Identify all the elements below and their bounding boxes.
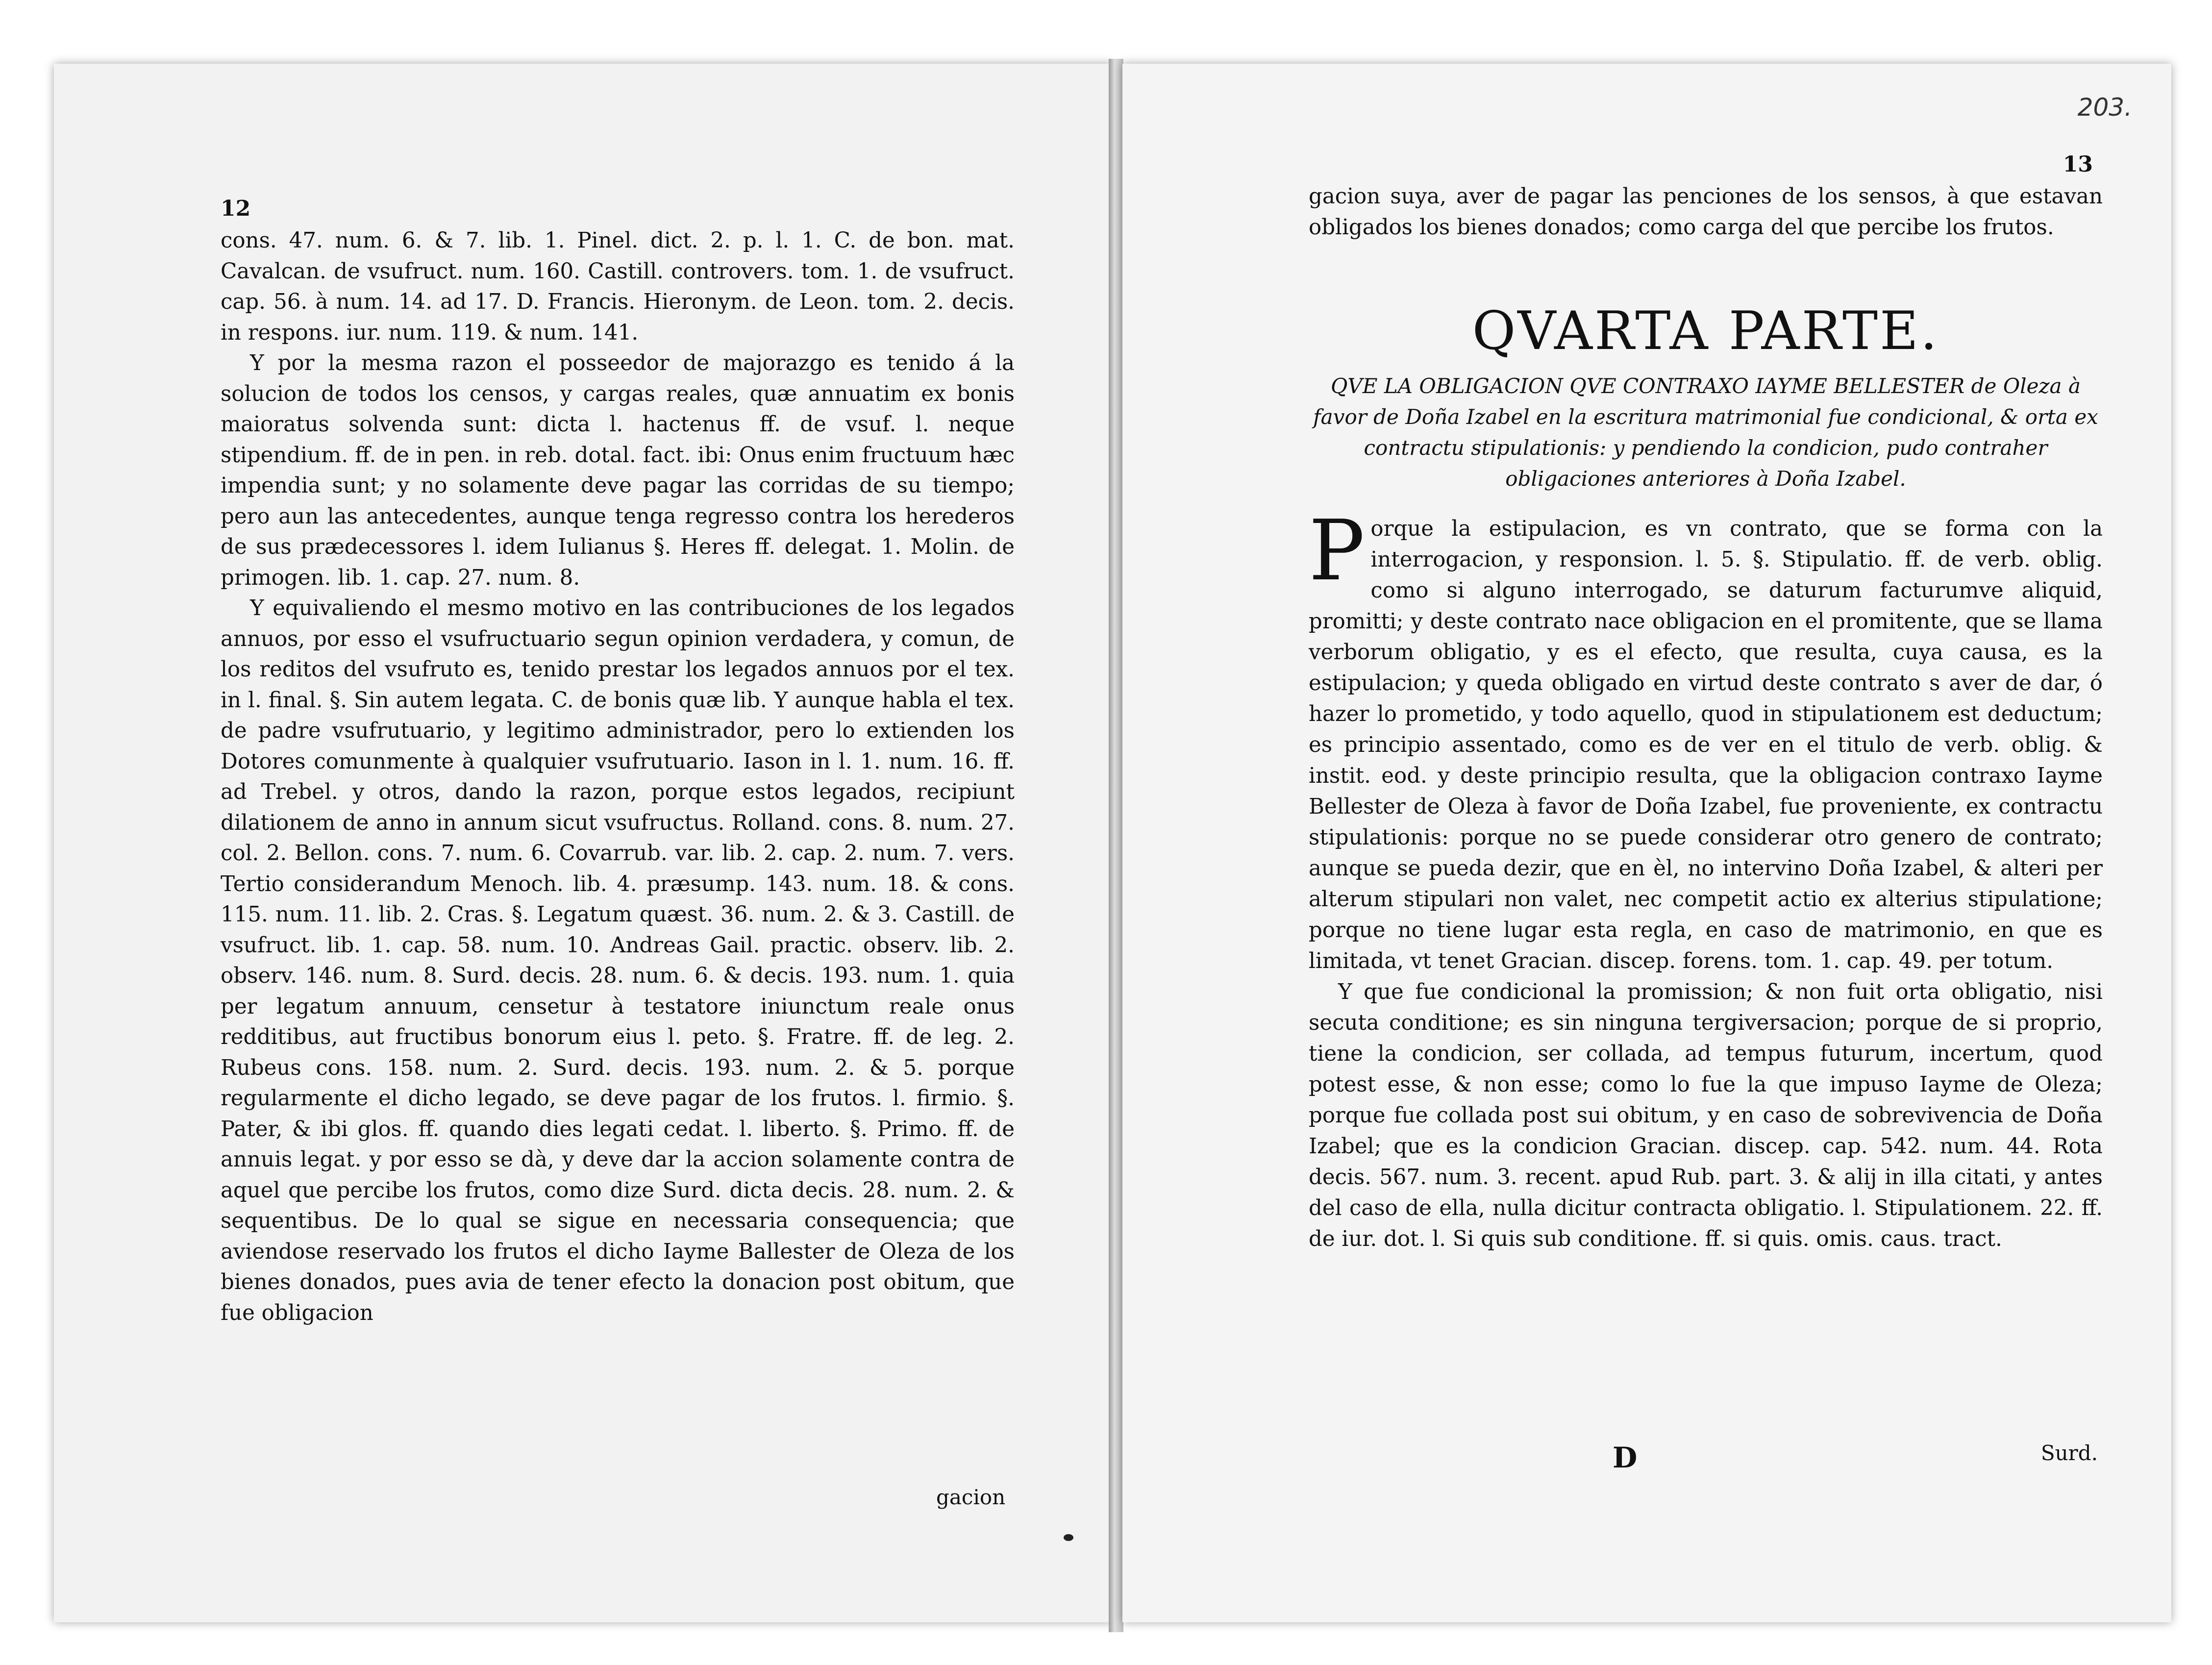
section-heading: QVARTA PARTE. <box>1472 300 1939 362</box>
catchword-right: Surd. <box>2040 1441 2098 1465</box>
right-body <box>1309 502 2103 1255</box>
ink-dot <box>1064 1534 1073 1541</box>
right-text-column <box>1309 181 2103 1255</box>
right-opening-text: gacion suya, aver de pagar las penciones de los sensos, à que estavan obligados los bienes donados; como carga del que percibe los frutos. <box>1309 184 2103 240</box>
book-gutter <box>1109 59 1123 1632</box>
right-page <box>1122 64 2171 1622</box>
left-paragraph-2: Y por la mesma razon el posseedor de majorazgo es tenido á la solucion de todos los censos, y cargas reales, quæ annuatim ex bonis maioratus solvenda sunt: dicta l. hactenus ff. de vsuf. l. neque stipendium. ff. de in pen. in reb. dotal. fact. ibi: Onus enim fructuum hæc impendia sunt; y no solamente deve pagar las corridas de su tiempo; pero aun las antecedentes, aunque tenga regresso contra los herederos de sus prædecessores l. idem Iulianus §. Heres ff. delegat. 1. Molin. de primogen. lib. 1. cap. 27. num. 8. <box>221 351 1015 590</box>
section-subheading: QVE LA OBLIGACION QVE CONTRAXO IAYME BELLESTER de Oleza à favor de Doña Izabel en la escritura matrimonial fue condicional, & orta ex contractu stipulationis: y pendiendo la condicion, pudo contraher obligaciones anteriores à Doña Izabel. <box>1313 374 2098 491</box>
page-number-right: 13 <box>2063 152 2093 177</box>
signature-mark: D <box>1613 1441 1638 1474</box>
right-paragraph-1: Porque la estipulacion, es vn contrato, que se forma con la interrogacion, y responsion. l. 5. §. Stipulatio. ff. de verb. oblig. como si alguno interrogado, se daturum facturumve aliquid, promitti; y deste contrato nace obligacion en el promitente, que se llama verborum obligatio, y es el efecto, que resulta, cuya causa, es la estipulacion; y queda obligado en virtud deste contrato s aver de dar, ó hazer lo prometido, y todo aquello, quod in stipulationem est deductum; es principio assentado, como es de ver en el titulo de verb. oblig. & instit. eod. y deste principio resulta, que la obligacion contraxo Iayme Bellester de Oleza à favor de Doña Izabel, fue proveniente, ex contractu stipulationis: porque no se puede considerar otro genero de contrato; aunque se pueda dezir, que en èl, no intervino Doña Izabel, & alteri per alterum stipulari non valet, nec competit actio ex alterius stipulatione; porque no tiene lugar esta regla, en caso de matrimonio, en que es limitada, vt tenet Gracian. discep. forens. tom. 1. cap. 49. per totum. <box>1309 502 2103 973</box>
page-number-left: 12 <box>221 196 251 221</box>
catchword-left: gacion <box>936 1485 1006 1509</box>
left-paragraph-3: Y equivaliendo el mesmo motivo en las contribuciones de los legados annuos, por esso el vsufructuario segun opinion verdadera, y comun, de los reditos del vsufruto es, tenido prestar los legados annuos por el tex. in l. final. §. Sin autem legata. C. de bonis quæ lib. Y aunque habla el tex. de padre vsufrutuario, y legitimo administrador, pero lo extienden los Dotores comunmente à qualquier vsufrutuario. Iason in l. 1. num. 16. ff. ad Trebel. y otros, dando la razon, porque estos legados, recipiunt dilationem de anno in annum sicut vsufructus. Rolland. cons. 8. num. 27. col. 2. Bellon. cons. 7. num. 6. Covarrub. var. lib. 2. cap. 2. num. 7. vers. Tertio considerandum Menoch. lib. 4. præsump. 143. num. 18. & cons. 115. num. 11. lib. 2. Cras. §. Legatum quæst. 36. num. 2. & 3. Castill. de vsufruct. lib. 1. cap. 58. num. 10. Andreas Gail. practic. observ. lib. 2. observ. 146. num. 8. Surd. decis. 28. num. 6. & decis. 193. num. 1. quia per legatum annuum, censetur à testatore iniunctum reale onus redditibus, aut fructibus bonorum eius l. peto. §. Fratre. ff. de leg. 2. Rubeus cons. 158. num. 2. Surd. decis. 193. num. 2. & 5. porque regularmente el dicho legado, se deve pagar de los frutos. l. firmio. §. Pater, & ibi glos. ff. quando dies legati cedat. l. liberto. §. Primo. ff. de annuis legat. y por esso se dà, y deve dar la accion solamente contra de aquel que percibe los frutos, como dize Surd. dicta decis. 28. num. 2. & sequentibus. De lo qual se sigue en necessaria consequencia; que aviendose reservado los frutos el dicho Iayme Ballester de Oleza de los bienes donados, pues avia de tener efecto la donacion post obitum, que fue obligacion <box>221 596 1015 1325</box>
book-spread <box>44 54 2181 1637</box>
left-text-column <box>221 225 1015 1328</box>
left-page <box>54 64 1113 1622</box>
folio-ink-number: 203. <box>2077 93 2132 122</box>
right-paragraph-2: Y que fue condicional la promission; & non fuit orta obligatio, nisi secuta conditione; es sin ninguna tergiversacion; porque de si proprio, tiene la condicion, ser collada, ad tempus futurum, incertum, quod potest esse, & non esse; como lo fue la que impuso Iayme de Oleza; porque fue collada post sui obitum, y en caso de sobrevivencia de Doña Izabel; que es la condicion Gracian. discep. cap. 542. num. 44. Rota decis. 567. num. 3. recent. apud Rub. part. 3. & alij in illa citati, y antes del caso de ella, nulla dicitur contracta obligatio. l. Stipulationem. 22. ff. de iur. dot. l. Si quis sub conditione. ff. si quis. omis. caus. tract. <box>1309 980 2103 1251</box>
left-paragraph-1: cons. 47. num. 6. & 7. lib. 1. Pinel. dict. 2. p. l. 1. C. de bon. mat. Cavalcan. de vsufruct. num. 160. Castill. controvers. tom. 1. de vsufruct. cap. 56. à num. 14. ad 17. D. Francis. Hieronym. de Leon. tom. 2. decis. in respons. iur. num. 119. & num. 141. <box>221 228 1015 345</box>
